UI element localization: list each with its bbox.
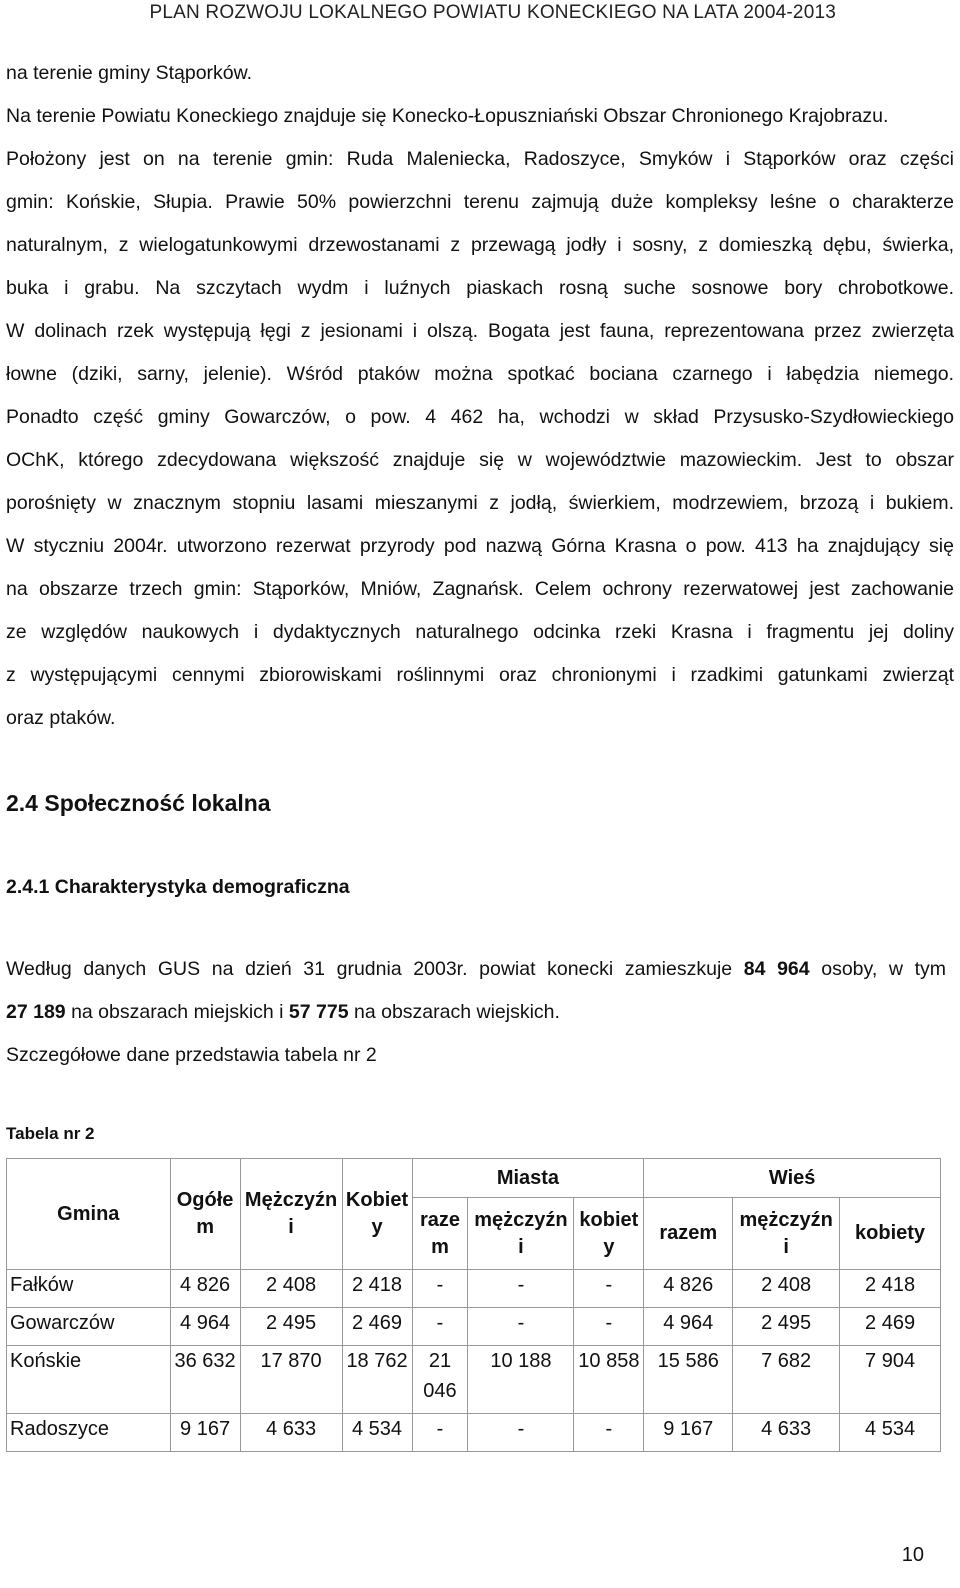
table-cell: 9 167 [170,1414,240,1452]
table-row [7,1270,941,1308]
total-population: 84 964 [743,958,810,980]
cell-gmina: Radoszyce [7,1414,171,1452]
header-miasta: Miasta [412,1159,644,1198]
table-cell: 10 858 [574,1346,644,1414]
table-cell: 2 418 [840,1270,941,1308]
table-cell: - [574,1308,644,1346]
header-miasta-mezczyzni: mężczyźn i [468,1198,574,1270]
header-gmina: Gmina [7,1159,171,1270]
text-run: Według danych GUS na dzień 31 grudnia 2003r. powiat konecki zamieszkuje [6,958,744,980]
table-cell: - [468,1414,574,1452]
table-cell: 2 495 [240,1308,342,1346]
table-cell: 2 469 [342,1308,412,1346]
text-run: na obszarach wiejskich. [348,1001,560,1023]
text-line: OChK, którego zdecydowana większość znajduje się w województwie mazowieckim. Jest to obszar [6,449,954,471]
table-cell: 2 469 [840,1308,941,1346]
text-run: na obszarach miejskich i [65,1001,289,1023]
table-cell: 10 188 [468,1346,574,1414]
text-line: Ponadto część gminy Gowarczów, o pow. 4 462 ha, wchodzi w skład Przysusko-Szydłowieckiego [6,406,954,428]
header-miasta-kobiety: kobiet y [574,1198,644,1270]
table-cell: 4 534 [342,1414,412,1452]
table-cell: - [574,1270,644,1308]
paragraph-nature [6,95,954,740]
table-cell: - [412,1308,468,1346]
text-run: osoby, w tym [809,958,946,980]
subsection-heading: 2.4.1 Charakterystyka demograficzna [6,876,350,898]
table-cell: 4 633 [733,1414,840,1452]
cell-gmina: Końskie [7,1346,171,1414]
table-row [7,1414,941,1452]
text-line: W styczniu 2004r. utworzono rezerwat przyrody pod nazwą Górna Krasna o pow. 413 ha znajdujący się [6,535,954,557]
table-cell: 9 167 [644,1414,733,1452]
table-cell: 18 762 [342,1346,412,1414]
table-cell: 4 534 [840,1414,941,1452]
header-mezczyzni: Mężczyźn i [240,1159,342,1270]
text-line: ze względów naukowych i dydaktycznych naturalnego odcinka rzeki Krasna i fragmentu jej doliny [6,621,954,643]
urban-population: 27 189 [6,1001,66,1023]
table-caption: Tabela nr 2 [6,1124,95,1143]
table-cell: 7 682 [733,1346,840,1414]
table-header-row [7,1159,941,1198]
text-line: buka i grabu. Na szczytach wydm i luźnych piaskach rosną suche sosnowe bory chrobotkowe. [6,277,954,299]
table-cell: 15 586 [644,1346,733,1414]
cell-gmina: Fałków [7,1270,171,1308]
page-number: 10 [901,1544,924,1566]
header-ogolem: Ogółe m [170,1159,240,1270]
table-row [7,1308,941,1346]
text-line: porośnięty w znacznym stopniu lasami mieszanymi z jodłą, świerkiem, modrzewiem, brzozą i bukiem. [6,492,954,514]
table-cell: 21 046 [412,1346,468,1414]
table-cell: 2 408 [733,1270,840,1308]
table-cell: 4 964 [644,1308,733,1346]
text-line: łowne (dziki, sarny, jelenie). Wśród ptaków można spotkać bociana czarnego i łabędzia niemego. [6,363,954,385]
table-cell: - [574,1414,644,1452]
table-cell: 4 826 [170,1270,240,1308]
text-line: naturalnym, z wielogatunkowymi drzewostanami z przewagą jodły i sosny, z domieszką dębu, świerka, [6,234,954,256]
header-wies-mezczyzni: mężczyźn i [733,1198,840,1270]
table-cell: 7 904 [840,1346,941,1414]
population-table [6,1158,941,1452]
table-cell: 2 408 [240,1270,342,1308]
text-line [6,948,946,991]
text-line: Szczegółowe dane przedstawia tabela nr 2 [6,1044,377,1066]
text-line: W dolinach rzek występują łęgi z jesionami i olszą. Bogata jest fauna, reprezentowana przez zwierzęta [6,320,954,342]
text-line [6,991,946,1034]
page-header: PLAN ROZWOJU LOKALNEGO POWIATU KONECKIEGO NA LATA 2004-2013 [149,2,836,23]
table-cell: 4 826 [644,1270,733,1308]
text-line: na obszarze trzech gmin: Stąporków, Mniów, Zagnańsk. Celem ochrony rezerwatowej jest zachowanie [6,578,954,600]
table-cell: 4 633 [240,1414,342,1452]
intro-line: na terenie gminy Stąporków. [6,62,253,84]
table-cell: - [412,1270,468,1308]
table-cell: 36 632 [170,1346,240,1414]
table-cell: 2 418 [342,1270,412,1308]
header-wies-kobiety: kobiety [840,1198,941,1270]
body-text [6,52,954,740]
header-wies: Wieś [644,1159,941,1198]
text-line: Położony jest on na terenie gmin: Ruda Maleniecka, Radoszyce, Smyków i Stąporków oraz części [6,148,954,170]
table-cell: - [468,1308,574,1346]
demographics-paragraph [6,948,946,1077]
text-line: gmin: Końskie, Słupia. Prawie 50% powierzchni terenu zajmują duże kompleksy leśne o charakterze [6,191,954,213]
header-kobiety: Kobiet y [342,1159,412,1270]
header-miasta-razem: raze m [412,1198,468,1270]
text-line: z występującymi cennymi zbiorowiskami roślinnymi oraz chronionymi i rzadkimi gatunkami zwierząt [6,664,954,686]
table-cell: 17 870 [240,1346,342,1414]
text-line: Na terenie Powiatu Koneckiego znajduje się Konecko-Łopuszniański Obszar Chronionego Krajobrazu. [6,105,889,127]
table-row [7,1346,941,1414]
table-cell: 2 495 [733,1308,840,1346]
section-heading: 2.4 Społeczność lokalna [6,790,271,816]
header-wies-razem: razem [644,1198,733,1270]
rural-population: 57 775 [288,1001,349,1023]
cell-gmina: Gowarczów [7,1308,171,1346]
table-cell: - [468,1270,574,1308]
table-cell: 4 964 [170,1308,240,1346]
text-line: oraz ptaków. [6,707,116,729]
table-cell: - [412,1414,468,1452]
